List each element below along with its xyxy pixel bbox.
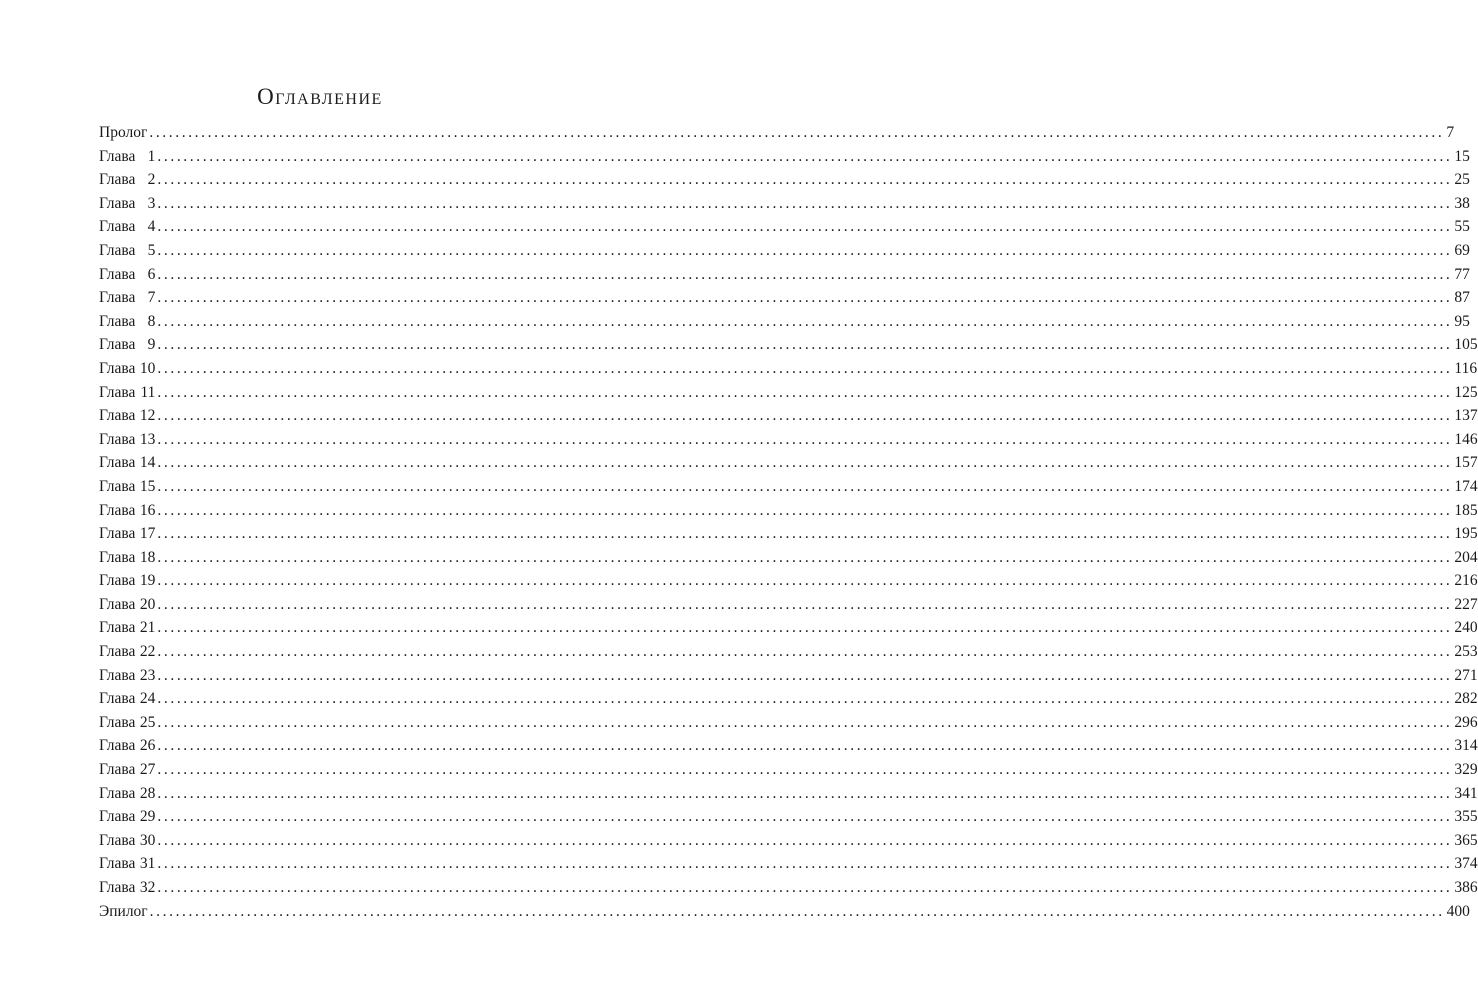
toc-entry-word: Эпилог xyxy=(99,902,148,920)
toc-entry[interactable] xyxy=(99,687,1478,711)
dot-leader: ........................................................................................................................................................................................................ xyxy=(157,336,1453,354)
toc-page-number: 240 xyxy=(1454,619,1478,637)
toc-entry-number: 10 xyxy=(139,359,156,377)
dot-leader: ........................................................................................................................................................................................................ xyxy=(157,454,1453,472)
toc-entry-number: 11 xyxy=(140,383,156,401)
toc-entry-word: Глава xyxy=(99,784,136,802)
toc-page-number: 146 xyxy=(1454,430,1478,448)
toc-entry[interactable] xyxy=(99,569,1478,593)
dot-leader: ........................................................................................................................................................................................................ xyxy=(157,359,1453,377)
toc-entry[interactable] xyxy=(99,404,1478,428)
dot-leader: ........................................................................................................................................................................................................ xyxy=(157,855,1453,873)
toc-entry-label xyxy=(99,168,155,192)
toc-entry-word: Глава xyxy=(99,218,136,236)
toc-entry-label xyxy=(99,381,155,405)
toc-entry-label xyxy=(99,616,155,640)
toc-entry-label xyxy=(99,215,155,239)
toc-entry-label xyxy=(99,263,155,287)
toc-page-number: 77 xyxy=(1454,265,1470,283)
toc-entry-number: 32 xyxy=(139,879,156,896)
toc-entry-number: 24 xyxy=(139,690,156,708)
toc-entry[interactable] xyxy=(99,593,1478,617)
toc-entry-word: Глава xyxy=(99,713,136,731)
toc-entry-number: 19 xyxy=(139,572,156,590)
toc-entry-number: 12 xyxy=(139,407,156,425)
toc-entry-label xyxy=(99,451,155,475)
toc-entry-label xyxy=(99,593,155,617)
toc-entry-number: 7 xyxy=(147,289,156,307)
toc-entry-word: Глава xyxy=(99,336,136,354)
toc-entry-label xyxy=(99,333,155,357)
toc-entry-number: 1 xyxy=(147,147,156,165)
toc-entry-number: 30 xyxy=(139,831,156,849)
dot-leader: ........................................................................................................................................................................................................ xyxy=(157,548,1453,566)
dot-leader: ........................................................................................................................................................................................................ xyxy=(157,171,1453,189)
dot-leader: ........................................................................................................................................................................................................ xyxy=(157,831,1453,849)
toc-page-number: 374 xyxy=(1454,855,1478,873)
toc-entry-number: 22 xyxy=(139,643,156,661)
toc-page-number: 355 xyxy=(1454,808,1478,826)
toc-entry-word: Глава xyxy=(99,690,136,708)
toc-entry-word: Глава xyxy=(99,501,136,519)
toc-entry-word: Глава xyxy=(99,879,136,896)
toc-page-number: 271 xyxy=(1454,666,1478,684)
toc-entry[interactable] xyxy=(99,263,1470,287)
toc-entry-number: 4 xyxy=(147,218,156,236)
toc-page-number: 216 xyxy=(1454,572,1478,590)
toc-entry[interactable] xyxy=(99,900,1470,924)
toc-page-number: 386 xyxy=(1454,879,1478,896)
toc-entry-label xyxy=(99,734,155,758)
toc-page-number: 38 xyxy=(1454,194,1470,212)
toc-entry-label xyxy=(99,499,155,523)
toc-entry-label xyxy=(99,145,155,169)
toc-entry[interactable] xyxy=(99,428,1478,452)
toc-page-number: 296 xyxy=(1454,713,1478,731)
toc-entry-number: 25 xyxy=(139,713,156,731)
toc-entry-label xyxy=(99,664,155,688)
toc-entry[interactable] xyxy=(99,333,1478,357)
dot-leader: ........................................................................................................................................................................................................ xyxy=(157,737,1453,755)
toc-page-number: 365 xyxy=(1454,831,1478,849)
toc-entry-word: Глава xyxy=(99,619,136,637)
toc-entry-word: Глава xyxy=(99,241,136,259)
dot-leader: ........................................................................................................................................................................................................ xyxy=(157,407,1453,425)
toc-entry[interactable] xyxy=(99,310,1470,334)
toc-page-number: 87 xyxy=(1454,289,1470,307)
toc-entry-label xyxy=(99,357,155,381)
toc-entry-number: 20 xyxy=(139,595,156,613)
dot-leader: ........................................................................................................................................................................................................ xyxy=(157,501,1453,519)
toc-page-number: 204 xyxy=(1454,548,1478,566)
toc-entry-word: Глава xyxy=(99,548,136,566)
dot-leader: ........................................................................................................................................................................................................ xyxy=(157,572,1453,590)
toc-entry-label xyxy=(99,829,155,853)
dot-leader: ........................................................................................................................................................................................................ xyxy=(157,643,1453,661)
toc-entry-number: 31 xyxy=(139,855,156,873)
dot-leader: ........................................................................................................................................................................................................ xyxy=(157,430,1453,448)
toc-page-number: 137 xyxy=(1454,407,1478,425)
toc-entry[interactable] xyxy=(99,451,1478,475)
toc-page-number: 95 xyxy=(1454,312,1470,330)
toc-entry[interactable] xyxy=(99,616,1478,640)
dot-leader: ........................................................................................................................................................................................................ xyxy=(157,265,1453,283)
toc-entry[interactable] xyxy=(99,852,1478,876)
toc-entry-word: Глава xyxy=(99,359,136,377)
toc-entry-word: Глава xyxy=(99,407,136,425)
toc-page-number: 7 xyxy=(1446,124,1455,141)
toc-entry-label xyxy=(99,286,155,310)
toc-entry-number: 9 xyxy=(147,336,156,354)
dot-leader: ........................................................................................................................................................................................................ xyxy=(157,808,1453,826)
toc-page-number: 15 xyxy=(1454,147,1470,165)
toc-entry-word: Глава xyxy=(99,808,136,826)
toc-entry[interactable] xyxy=(99,215,1470,239)
toc-list xyxy=(99,121,1478,923)
toc-entry-label xyxy=(99,192,155,216)
toc-page-number: 227 xyxy=(1454,595,1478,613)
toc-page-number: 105 xyxy=(1454,336,1478,354)
dot-leader: ........................................................................................................................................................................................................ xyxy=(157,879,1453,896)
dot-leader: ........................................................................................................................................................................................................ xyxy=(157,147,1453,165)
toc-entry[interactable] xyxy=(99,782,1478,806)
toc-entry-word: Глава xyxy=(99,572,136,590)
toc-entry[interactable] xyxy=(99,475,1478,499)
toc-entry-word: Глава xyxy=(99,595,136,613)
toc-entry-word: Глава xyxy=(99,831,136,849)
toc-page-number: 69 xyxy=(1454,241,1470,259)
toc-entry[interactable] xyxy=(99,168,1470,192)
toc-entry[interactable] xyxy=(99,546,1478,570)
toc-entry[interactable] xyxy=(99,239,1470,263)
toc-entry-number: 29 xyxy=(139,808,156,826)
dot-leader: ........................................................................................................................................................................................................ xyxy=(157,218,1453,236)
toc-entry-label xyxy=(99,428,155,452)
toc-entry-label xyxy=(99,475,155,499)
toc-page-number: 125 xyxy=(1454,383,1478,401)
toc-entry-word: Глава xyxy=(99,383,136,401)
toc-entry-number: 3 xyxy=(147,194,156,212)
dot-leader: ........................................................................................................................................................................................................ xyxy=(157,289,1453,307)
dot-leader: ........................................................................................................................................................................................................ xyxy=(149,902,1445,920)
toc-entry-label xyxy=(99,711,155,735)
dot-leader: ........................................................................................................................................................................................................ xyxy=(157,713,1453,731)
toc-page-number: 174 xyxy=(1454,477,1478,495)
dot-leader: ........................................................................................................................................................................................................ xyxy=(157,477,1453,495)
toc-entry-number: 28 xyxy=(139,784,156,802)
toc-entry[interactable] xyxy=(99,829,1478,853)
toc-entry[interactable] xyxy=(99,758,1478,782)
toc-entry-number: 6 xyxy=(147,265,156,283)
dot-leader: ........................................................................................................................................................................................................ xyxy=(157,383,1453,401)
toc-entry[interactable] xyxy=(99,286,1470,310)
toc-entry-label xyxy=(99,758,155,782)
toc-entry-word: Глава xyxy=(99,312,136,330)
toc-entry-label xyxy=(99,522,155,546)
toc-entry[interactable] xyxy=(99,664,1478,688)
toc-entry-label xyxy=(99,546,155,570)
toc-entry-number: 5 xyxy=(147,241,156,259)
toc-entry[interactable] xyxy=(99,357,1478,381)
toc-entry-number: 23 xyxy=(139,666,156,684)
toc-entry-word: Глава xyxy=(99,289,136,307)
toc-entry-label xyxy=(99,876,155,900)
toc-entry-label xyxy=(99,121,147,145)
toc-entry-number: 27 xyxy=(139,761,156,779)
toc-page-number: 195 xyxy=(1454,525,1478,543)
toc-page-number: 116 xyxy=(1454,359,1478,377)
toc-page-number: 400 xyxy=(1446,902,1470,920)
toc-entry[interactable] xyxy=(99,121,1455,145)
toc-entry-label xyxy=(99,900,148,924)
toc-entry[interactable] xyxy=(99,522,1478,546)
toc-entry-label xyxy=(99,782,155,806)
toc-entry-word: Глава xyxy=(99,761,136,779)
toc-page-number: 329 xyxy=(1454,761,1478,779)
toc-entry-number: 26 xyxy=(139,737,156,755)
toc-entry-number: 8 xyxy=(147,312,156,330)
toc-entry-number: 18 xyxy=(139,548,156,566)
toc-page-number: 25 xyxy=(1454,171,1470,189)
dot-leader: ........................................................................................................................................................................................................ xyxy=(157,666,1453,684)
dot-leader: ........................................................................................................................................................................................................ xyxy=(157,241,1453,259)
toc-entry[interactable] xyxy=(99,734,1478,758)
toc-entry-number: 16 xyxy=(139,501,156,519)
toc-entry-word: Глава xyxy=(99,477,136,495)
dot-leader: ........................................................................................................................................................................................................ xyxy=(149,124,1445,141)
toc-entry-label xyxy=(99,310,155,334)
toc-entry[interactable] xyxy=(99,805,1478,829)
toc-entry-number: 17 xyxy=(139,525,156,543)
toc-title: Оглавление xyxy=(257,84,383,109)
toc-entry-word: Глава xyxy=(99,171,136,189)
toc-entry-word: Глава xyxy=(99,643,136,661)
dot-leader: ........................................................................................................................................................................................................ xyxy=(157,619,1453,637)
toc-entry-label xyxy=(99,805,155,829)
dot-leader: ........................................................................................................................................................................................................ xyxy=(157,690,1453,708)
toc-entry[interactable] xyxy=(99,381,1478,405)
toc-entry-number: 21 xyxy=(139,619,156,637)
toc-entry-number: 15 xyxy=(139,477,156,495)
toc-page-number: 253 xyxy=(1454,643,1478,661)
toc-page-number: 341 xyxy=(1454,784,1478,802)
dot-leader: ........................................................................................................................................................................................................ xyxy=(157,525,1453,543)
toc-entry-number: 14 xyxy=(139,454,156,472)
toc-entry-word: Глава xyxy=(99,525,136,543)
toc-entry-number: 2 xyxy=(147,171,156,189)
toc-entry-word: Глава xyxy=(99,430,136,448)
dot-leader: ........................................................................................................................................................................................................ xyxy=(157,595,1453,613)
toc-page-number: 282 xyxy=(1454,690,1478,708)
dot-leader: ........................................................................................................................................................................................................ xyxy=(157,761,1453,779)
toc-entry[interactable] xyxy=(99,145,1470,169)
toc-entry-word: Глава xyxy=(99,666,136,684)
dot-leader: ........................................................................................................................................................................................................ xyxy=(157,784,1453,802)
toc-entry-word: Глава xyxy=(99,855,136,873)
toc-entry-word: Глава xyxy=(99,265,136,283)
toc-entry[interactable] xyxy=(99,876,1478,900)
toc-entry[interactable] xyxy=(99,711,1478,735)
toc-entry[interactable] xyxy=(99,499,1478,523)
dot-leader: ........................................................................................................................................................................................................ xyxy=(157,312,1453,330)
toc-entry-word: Глава xyxy=(99,737,136,755)
toc-entry-label xyxy=(99,239,155,263)
toc-entry-label xyxy=(99,404,155,428)
toc-entry-label xyxy=(99,569,155,593)
toc-entry-word: Пролог xyxy=(99,124,148,141)
toc-entry-number: 13 xyxy=(139,430,156,448)
toc-entry[interactable] xyxy=(99,192,1470,216)
toc-page-number: 185 xyxy=(1454,501,1478,519)
dot-leader: ........................................................................................................................................................................................................ xyxy=(157,194,1453,212)
toc-entry-label xyxy=(99,640,155,664)
toc-entry-label xyxy=(99,852,155,876)
toc-entry-label xyxy=(99,687,155,711)
toc-entry-word: Глава xyxy=(99,454,136,472)
toc-entry-word: Глава xyxy=(99,194,136,212)
toc-entry-word: Глава xyxy=(99,147,136,165)
toc-page-number: 157 xyxy=(1454,454,1478,472)
toc-page-number: 314 xyxy=(1454,737,1478,755)
toc-page-number: 55 xyxy=(1454,218,1470,236)
toc-entry[interactable] xyxy=(99,640,1478,664)
